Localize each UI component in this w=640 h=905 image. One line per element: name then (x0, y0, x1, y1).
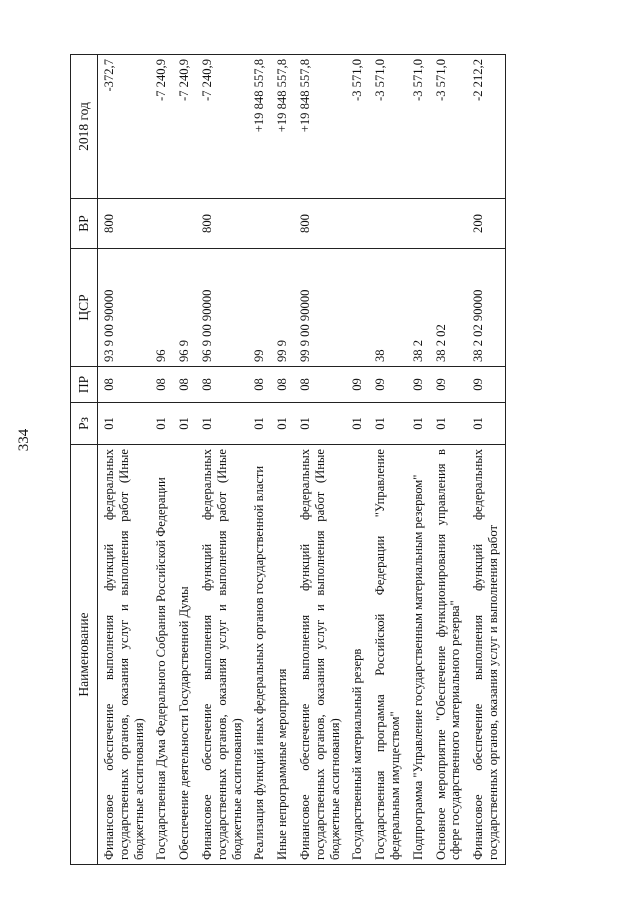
cell-name: Основное мероприятие "Обеспечение функционирования управления в сфере государственного материального резерва" (430, 445, 468, 865)
cell-name: Подпрограмма "Управление государственным материальным резервом" (407, 445, 430, 865)
cell-amount: -372,7 (98, 55, 151, 199)
cell-pr: 08 (98, 367, 151, 403)
cell-pr: 09 (346, 367, 369, 403)
cell-rz: 01 (173, 403, 196, 445)
header-vr: ВР (71, 199, 98, 249)
cell-rz: 01 (430, 403, 468, 445)
cell-csr: 38 2 02 90000 (467, 249, 505, 367)
cell-vr (430, 199, 468, 249)
cell-vr (150, 199, 173, 249)
header-csr: ЦСР (71, 249, 98, 367)
cell-csr: 99 (248, 249, 271, 367)
rotated-page (70, 0, 610, 905)
cell-vr: 800 (196, 199, 248, 249)
cell-csr: 38 2 02 (430, 249, 468, 367)
header-amount: 2018 год (71, 55, 98, 199)
cell-rz: 01 (98, 403, 151, 445)
cell-rz: 01 (369, 403, 407, 445)
table-body (98, 55, 506, 865)
cell-vr: 800 (294, 199, 346, 249)
table-row (98, 55, 151, 865)
cell-amount: +19 848 557,8 (248, 55, 271, 199)
cell-name: Обеспечение деятельности Государственной Думы (173, 445, 196, 865)
cell-rz: 01 (271, 403, 294, 445)
cell-vr (271, 199, 294, 249)
table-row (430, 55, 468, 865)
table-container (70, 55, 610, 865)
table-row (369, 55, 407, 865)
cell-vr (248, 199, 271, 249)
cell-name: Финансовое обеспечение выполнения функций федеральных государственных органов, оказания услуг и выполнения работ (Иные бюджетные ассигнования) (98, 445, 151, 865)
table-row (467, 55, 505, 865)
table-row (271, 55, 294, 865)
table-row (196, 55, 248, 865)
cell-name: Государственная Дума Федерального Собрания Российской Федерации (150, 445, 173, 865)
cell-amount: -7 240,9 (173, 55, 196, 199)
cell-vr (173, 199, 196, 249)
cell-rz: 01 (150, 403, 173, 445)
cell-amount: -7 240,9 (196, 55, 248, 199)
header-name: Наименование (71, 445, 98, 865)
budget-table (70, 54, 506, 865)
cell-csr: 38 2 (407, 249, 430, 367)
cell-pr: 08 (196, 367, 248, 403)
cell-amount: -3 571,0 (407, 55, 430, 199)
cell-vr (407, 199, 430, 249)
cell-name: Финансовое обеспечение выполнения функций федеральных государственных органов, оказания услуг и выполнения работ (Иные бюджетные ассигнования) (294, 445, 346, 865)
cell-rz: 01 (407, 403, 430, 445)
table-row (248, 55, 271, 865)
cell-amount: -3 571,0 (346, 55, 369, 199)
cell-pr: 09 (369, 367, 407, 403)
cell-pr: 09 (430, 367, 468, 403)
cell-pr: 08 (271, 367, 294, 403)
cell-rz: 01 (196, 403, 248, 445)
cell-rz: 01 (294, 403, 346, 445)
cell-amount: -7 240,9 (150, 55, 173, 199)
cell-vr (369, 199, 407, 249)
cell-name: Иные непрограммные мероприятия (271, 445, 294, 865)
cell-csr (346, 249, 369, 367)
cell-csr: 96 9 (173, 249, 196, 367)
cell-vr: 800 (98, 199, 151, 249)
cell-name: Финансовое обеспечение выполнения функций федеральных государственных органов, оказания услуг и выполнения работ (467, 445, 505, 865)
cell-csr: 99 9 00 90000 (294, 249, 346, 367)
cell-amount: -2 212,2 (467, 55, 505, 199)
cell-rz: 01 (248, 403, 271, 445)
cell-rz: 01 (467, 403, 505, 445)
cell-pr: 08 (150, 367, 173, 403)
cell-csr: 38 (369, 249, 407, 367)
table-row (150, 55, 173, 865)
cell-amount: -3 571,0 (369, 55, 407, 199)
cell-name: Реализация функций иных федеральных органов государственной власти (248, 445, 271, 865)
header-pr: ПР (71, 367, 98, 403)
cell-pr: 08 (173, 367, 196, 403)
cell-csr: 93 9 00 90000 (98, 249, 151, 367)
cell-name: Финансовое обеспечение выполнения функций федеральных государственных органов, оказания услуг и выполнения работ (Иные бюджетные ассигнования) (196, 445, 248, 865)
cell-vr (346, 199, 369, 249)
cell-name: Государственный материальный резерв (346, 445, 369, 865)
cell-vr: 200 (467, 199, 505, 249)
cell-pr: 08 (248, 367, 271, 403)
cell-pr: 09 (407, 367, 430, 403)
table-row (346, 55, 369, 865)
cell-csr: 96 9 00 90000 (196, 249, 248, 367)
page-number: 334 (15, 428, 32, 452)
cell-amount: -3 571,0 (430, 55, 468, 199)
table-header-row (71, 55, 98, 865)
cell-csr: 99 9 (271, 249, 294, 367)
table-row (173, 55, 196, 865)
table-row (294, 55, 346, 865)
cell-pr: 08 (294, 367, 346, 403)
table-row (407, 55, 430, 865)
cell-amount: +19 848 557,8 (271, 55, 294, 199)
cell-pr: 09 (467, 367, 505, 403)
header-rz: Рз (71, 403, 98, 445)
cell-amount: +19 848 557,8 (294, 55, 346, 199)
cell-rz: 01 (346, 403, 369, 445)
cell-name: Государственная программа Российской Федерации "Управление федеральным имуществом" (369, 445, 407, 865)
cell-csr: 96 (150, 249, 173, 367)
